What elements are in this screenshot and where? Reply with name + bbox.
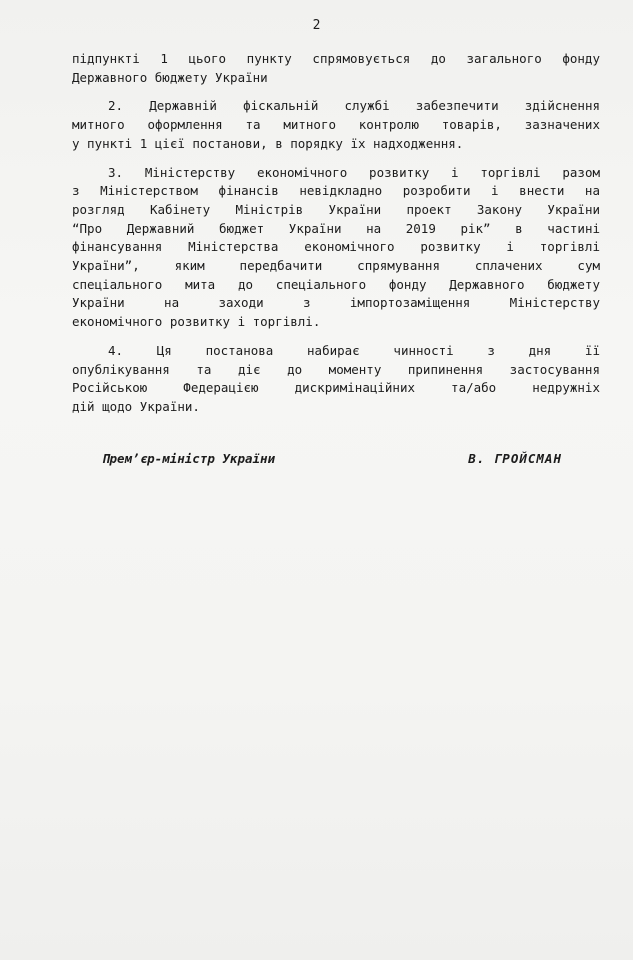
text-line: Державного бюджету України	[72, 69, 268, 85]
signatory-title: Прем’єр-міністр України	[102, 451, 276, 466]
text-line: з Міністерством фінансів невідкладно розробити і внести на	[72, 183, 600, 199]
text-line: дій щодо України.	[72, 398, 200, 414]
text-line: 2. Державній фіскальній службі забезпечити здійснення	[108, 98, 600, 114]
paragraph-item-3	[72, 164, 600, 332]
paragraph-continuation	[72, 50, 600, 87]
paragraph-item-4	[72, 342, 600, 417]
text-line: Російською Федерацією дискримінаційних та/або недружніх	[72, 380, 600, 396]
text-line: підпункті 1 цього пункту спрямовується до загального фонду	[72, 51, 600, 66]
text-line: економічного розвитку і торгівлі.	[72, 314, 321, 330]
text-line: спеціального мита до спеціального фонду Державного бюджету	[72, 276, 600, 292]
page-number: 2	[312, 18, 321, 33]
signature-block	[102, 451, 562, 466]
text-line: фінансування Міністерства економічного розвитку і торгівлі	[72, 239, 600, 255]
document-body	[72, 50, 600, 427]
text-line: 4. Ця постанова набирає чинності з дня її	[108, 342, 600, 358]
text-line: 3. Міністерству економічного розвитку і торгівлі разом	[108, 164, 600, 180]
text-line: “Про Державний бюджет України на 2019 рік” в частині	[72, 220, 600, 236]
text-line: розгляд Кабінету Міністрів України проект Закону України	[72, 201, 600, 217]
text-line: у пункті 1 цієї постанови, в порядку їх надходження.	[72, 135, 464, 151]
text-line: України на заходи з імпортозаміщення Міністерству	[72, 295, 600, 311]
signatory-name: В. ГРОЙСМАН	[468, 451, 562, 466]
paragraph-item-2	[72, 97, 600, 153]
text-line: митного оформлення та митного контролю товарів, зазначених	[72, 117, 600, 133]
text-line: України”, яким передбачити спрямування сплачених сум	[72, 258, 600, 274]
text-line: опублікування та діє до моменту припинення застосування	[72, 361, 600, 377]
